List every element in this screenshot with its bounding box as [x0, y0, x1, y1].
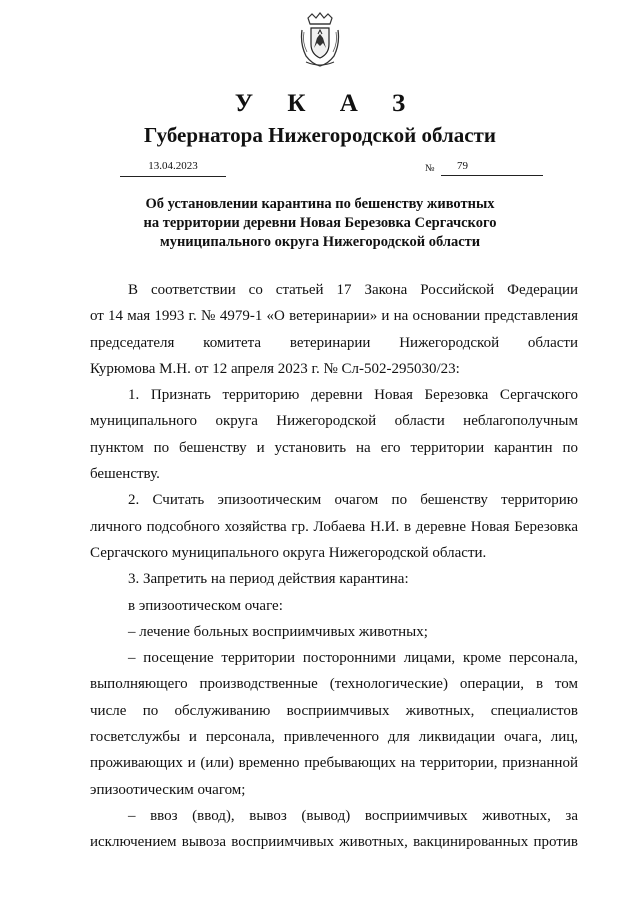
body-line: муниципального округа Нижегородской области неблагополучным [90, 413, 578, 430]
body-line: госветслужбы и персонала, привлеченного для ликвидации очага, лиц, [90, 729, 578, 746]
body-line: Сергачского муниципального округа Нижегородской области. [90, 544, 487, 561]
body-line: проживающих и (или) временно пребывающих на территории, признанной [90, 755, 578, 772]
decree-date: 13.04.2023 [120, 158, 226, 177]
decree-body [90, 277, 578, 856]
decree-number: 79 [441, 158, 543, 176]
body-line: выполняющего производственные (технологические) операции, в том [90, 676, 578, 693]
issuer-title: Губернатора Нижегородской области [144, 123, 496, 147]
body-line: в эпизоотическом очаге: [128, 597, 283, 614]
document-type-title: У К А З [234, 90, 420, 117]
body-line: – ввоз (ввод), вывоз (вывод) восприимчивых животных, за [128, 807, 578, 824]
body-line: 2. Считать эпизоотическим очагом по бешенству территорию [128, 492, 578, 509]
body-line: В соответствии со статьей 17 Закона Российской Федерации [128, 282, 578, 298]
body-line: от 14 мая 1993 г. № 4979-1 «О ветеринарии» и на основании представления [90, 308, 578, 325]
body-line: – посещение территории посторонними лицами, кроме персонала, [128, 650, 578, 667]
body-line: исключением вывоза восприимчивых животных, вакцинированных против [90, 834, 578, 851]
body-line: председателя комитета ветеринарии Нижегородской области [90, 334, 578, 351]
number-sign: № [425, 163, 435, 174]
decree-subject [100, 195, 540, 252]
body-line: эпизоотическим очагом; [90, 781, 246, 798]
body-line: – лечение больных восприимчивых животных; [128, 623, 428, 640]
coat-of-arms-emblem [300, 12, 340, 68]
subject-line: Об установлении карантина по бешенству животных [145, 196, 495, 212]
body-line: пунктом по бешенству и установить на его территории карантин по [90, 439, 578, 456]
body-line: 3. Запретить на период действия карантина: [128, 571, 409, 588]
subject-line: на территории деревни Новая Березовка Сергачского [143, 215, 497, 231]
subject-line: муниципального округа Нижегородской области [159, 234, 481, 250]
body-line: числе по обслуживанию восприимчивых животных, специалистов [90, 702, 578, 719]
body-line: бешенству. [90, 466, 160, 483]
body-line: личного подсобного хозяйства гр. Лобаева Н.И. в деревне Новая Березовка [90, 518, 578, 535]
body-line: Курюмова М.Н. от 12 апреля 2023 г. № Сл-502-295030/23: [90, 360, 460, 377]
body-line: 1. Признать территорию деревни Новая Березовка Сергачского [128, 387, 578, 404]
